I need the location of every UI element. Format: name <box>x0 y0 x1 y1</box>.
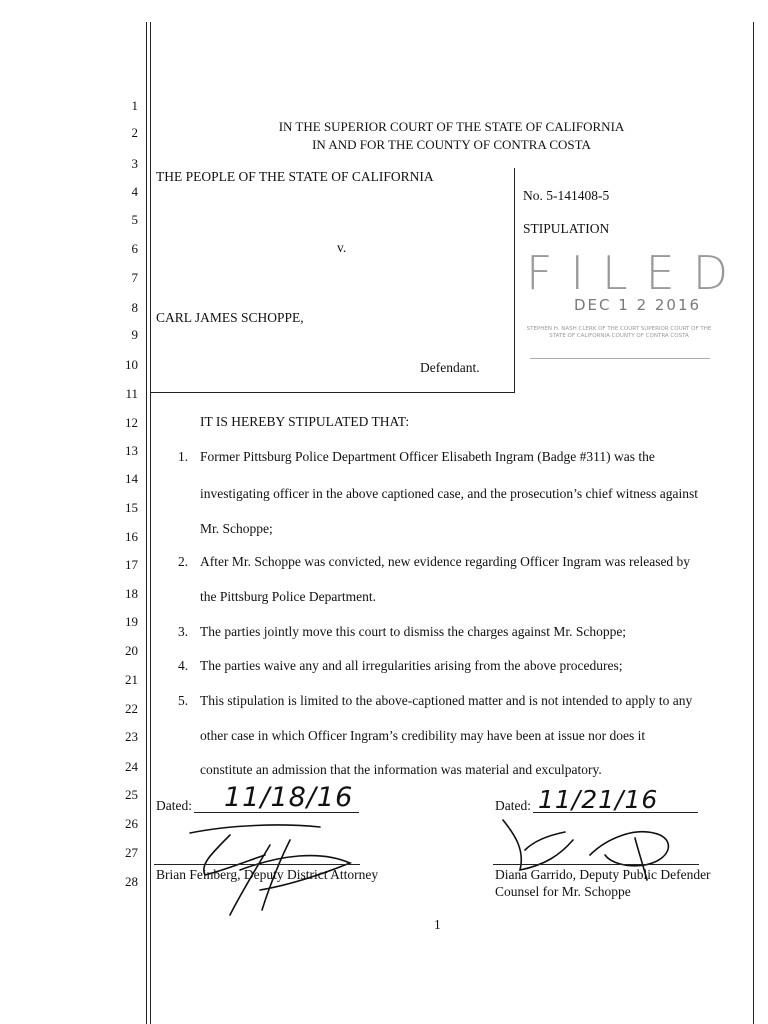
page-number: 1 <box>434 917 441 932</box>
line-number: 27 <box>125 845 138 860</box>
line-number: 22 <box>125 701 138 716</box>
filed-stamp-clerk: STEPHEN H. NASH CLERK OF THE COURT SUPERIOR COURT OF THE STATE OF CALIFORNIA COUNTY OF CONTRA COSTA <box>526 326 712 339</box>
document-title: STIPULATION <box>523 221 610 236</box>
case-number: No. 5-141408-5 <box>523 188 610 203</box>
right-dated-label: Dated: <box>495 798 531 813</box>
caption-plaintiff: THE PEOPLE OF THE STATE OF CALIFORNIA <box>156 169 434 184</box>
item-line: Former Pittsburg Police Department Officer Elisabeth Ingram (Badge #311) was the <box>200 449 655 464</box>
left-handwritten-date: 11/18/16 <box>224 782 354 813</box>
court-heading-line1: IN THE SUPERIOR COURT OF THE STATE OF CALIFORNIA <box>278 119 625 134</box>
line-number: 19 <box>125 614 138 629</box>
caption-box-right-border <box>514 168 515 392</box>
item-line: Mr. Schoppe; <box>200 521 273 536</box>
line-number: 28 <box>125 874 138 889</box>
item-number: 2. <box>178 554 189 569</box>
item-number: 1. <box>178 449 189 464</box>
item-number: 4. <box>178 658 189 673</box>
line-number: 15 <box>125 500 138 515</box>
caption-versus: v. <box>337 240 347 255</box>
line-number: 9 <box>131 327 138 342</box>
line-number: 25 <box>125 787 138 802</box>
left-margin-rule <box>146 22 147 1024</box>
right-signer-name: Diana Garrido, Deputy Public Defender <box>495 867 711 882</box>
line-number: 7 <box>131 270 138 285</box>
left-signer-name: Brian Feinberg, Deputy District Attorney <box>156 867 379 882</box>
line-number: 4 <box>131 184 138 199</box>
line-number: 8 <box>131 300 138 315</box>
court-heading-line2: IN AND FOR THE COUNTY OF CONTRA COSTA <box>312 137 591 152</box>
right-handwritten-date: 11/21/16 <box>538 785 659 814</box>
line-number: 13 <box>125 443 138 458</box>
filed-stamp-date: DEC 1 2 2016 <box>574 296 702 314</box>
caption-box-bottom-border <box>150 392 515 393</box>
line-number: 1 <box>131 98 138 113</box>
line-number: 18 <box>125 586 138 601</box>
court-heading <box>150 118 753 154</box>
line-number: 16 <box>125 529 138 544</box>
line-number: 3 <box>131 156 138 171</box>
caption-defendant-label: Defendant. <box>420 360 480 375</box>
line-number: 11 <box>125 386 138 401</box>
left-margin-rule-inner <box>150 22 151 1024</box>
stipulation-intro: IT IS HEREBY STIPULATED THAT: <box>200 414 410 429</box>
right-margin-rule <box>753 22 754 1024</box>
line-number: 23 <box>125 729 138 744</box>
item-line: constitute an admission that the information was material and exculpatory. <box>200 762 602 777</box>
item-number: 5. <box>178 693 189 708</box>
item-line: The parties jointly move this court to dismiss the charges against Mr. Schoppe; <box>200 624 627 639</box>
line-number: 5 <box>131 212 138 227</box>
item-line: This stipulation is limited to the above-captioned matter and is not intended to apply to any <box>200 693 693 708</box>
line-number: 26 <box>125 816 138 831</box>
item-line: After Mr. Schoppe was convicted, new evidence regarding Officer Ingram was released by <box>200 554 691 569</box>
item-line: the Pittsburg Police Department. <box>200 589 376 604</box>
item-line: The parties waive any and all irregularities arising from the above procedures; <box>200 658 623 673</box>
left-dated-label: Dated: <box>156 798 192 813</box>
item-line: investigating officer in the above captioned case, and the prosecution’s chief witness against <box>200 486 698 501</box>
item-number: 3. <box>178 624 189 639</box>
item-line: other case in which Officer Ingram’s credibility may have been at issue nor does it <box>200 728 646 743</box>
right-signer-role: Counsel for Mr. Schoppe <box>495 884 631 899</box>
line-number: 14 <box>125 471 138 486</box>
line-number: 10 <box>125 357 138 372</box>
caption-defendant-name: CARL JAMES SCHOPPE, <box>156 310 304 325</box>
left-signature-line <box>154 864 360 865</box>
line-number: 6 <box>131 241 138 256</box>
line-number: 2 <box>131 125 138 140</box>
line-number: 20 <box>125 643 138 658</box>
line-number: 21 <box>125 672 138 687</box>
line-number: 17 <box>125 557 138 572</box>
filed-stamp <box>524 246 747 370</box>
filed-stamp-line <box>530 358 710 359</box>
filed-stamp-word: FILED <box>526 246 747 300</box>
line-number: 12 <box>125 415 138 430</box>
line-number: 24 <box>125 759 138 774</box>
right-signature-line <box>493 864 699 865</box>
